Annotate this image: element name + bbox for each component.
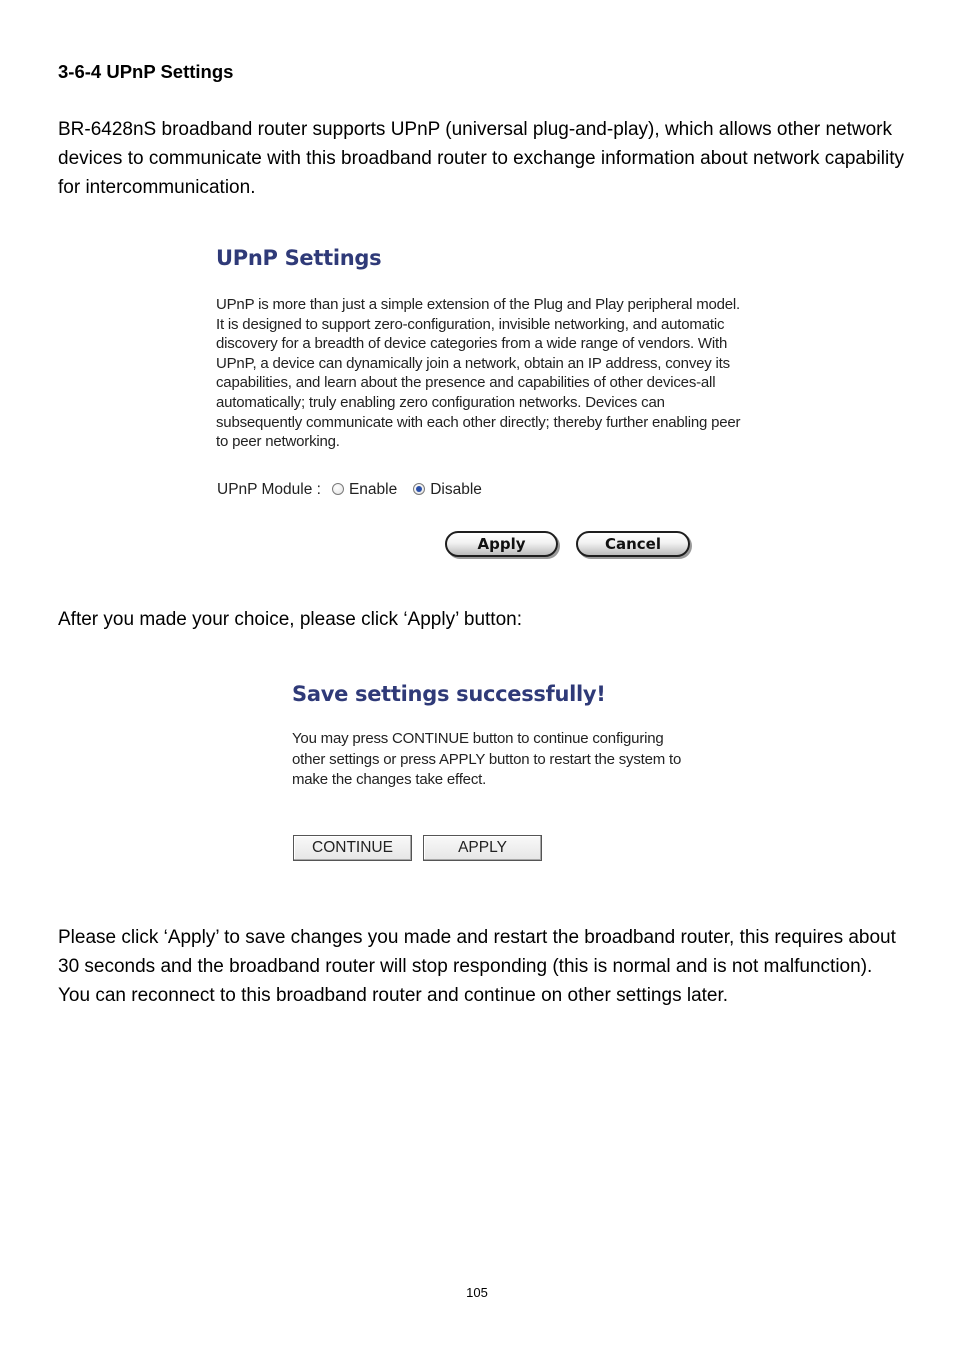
cancel-button[interactable]: Cancel <box>576 531 690 557</box>
final-paragraph: Please click ‘Apply’ to save changes you made and restart the broadband router, this requires about 30 seconds and the broadband router will stop responding (this is normal and is not malfunction). You can reconnect to this broadband router and continue on other settings later. <box>58 927 896 1006</box>
upnp-module-label: UPnP Module : <box>217 481 321 498</box>
upnp-settings-title: UPnP Settings <box>216 246 382 270</box>
apply-confirm-button[interactable]: APPLY <box>423 835 542 861</box>
save-description: You may press CONTINUE button to continue configuring other settings or press APPLY button to restart the system to make the changes take effect. <box>292 730 682 788</box>
save-settings-screenshot <box>292 678 692 868</box>
enable-radio[interactable] <box>332 483 344 495</box>
save-settings-title: Save settings successfully! <box>292 682 606 706</box>
disable-radio-label[interactable]: Disable <box>430 481 482 498</box>
enable-radio-label[interactable]: Enable <box>348 481 398 498</box>
intro-paragraph: BR-6428nS broadband router supports UPnP (universal plug-and-play), which allows other network devices to communicate with this broadband router to exchange information about network capability for intercommunication. <box>58 119 904 198</box>
page-number: 105 <box>466 1285 488 1300</box>
upnp-description: UPnP is more than just a simple extension of the Plug and Play peripheral model. It is designed to support zero-configuration, invisible networking, and automatic discovery for a breadth of device categories from a wide range of vendors. With UPnP, a device can dynamically join a network, obtain an IP address, convey its capabilities, and learn about the presence and capabilities of other devices-all automatically; truly enabling zero configuration networks. Devices can subsequently communicate with each other directly; thereby further enabling peer to peer networking. <box>216 296 741 451</box>
continue-button[interactable]: CONTINUE <box>293 835 412 861</box>
after-choice-text: After you made your choice, please click ‘Apply’ button: <box>58 609 522 630</box>
apply-button[interactable]: Apply <box>445 531 558 557</box>
upnp-module-row <box>217 480 498 500</box>
upnp-settings-screenshot <box>216 242 756 572</box>
section-heading: 3-6-4 UPnP Settings <box>58 61 234 82</box>
disable-radio[interactable] <box>413 483 425 495</box>
